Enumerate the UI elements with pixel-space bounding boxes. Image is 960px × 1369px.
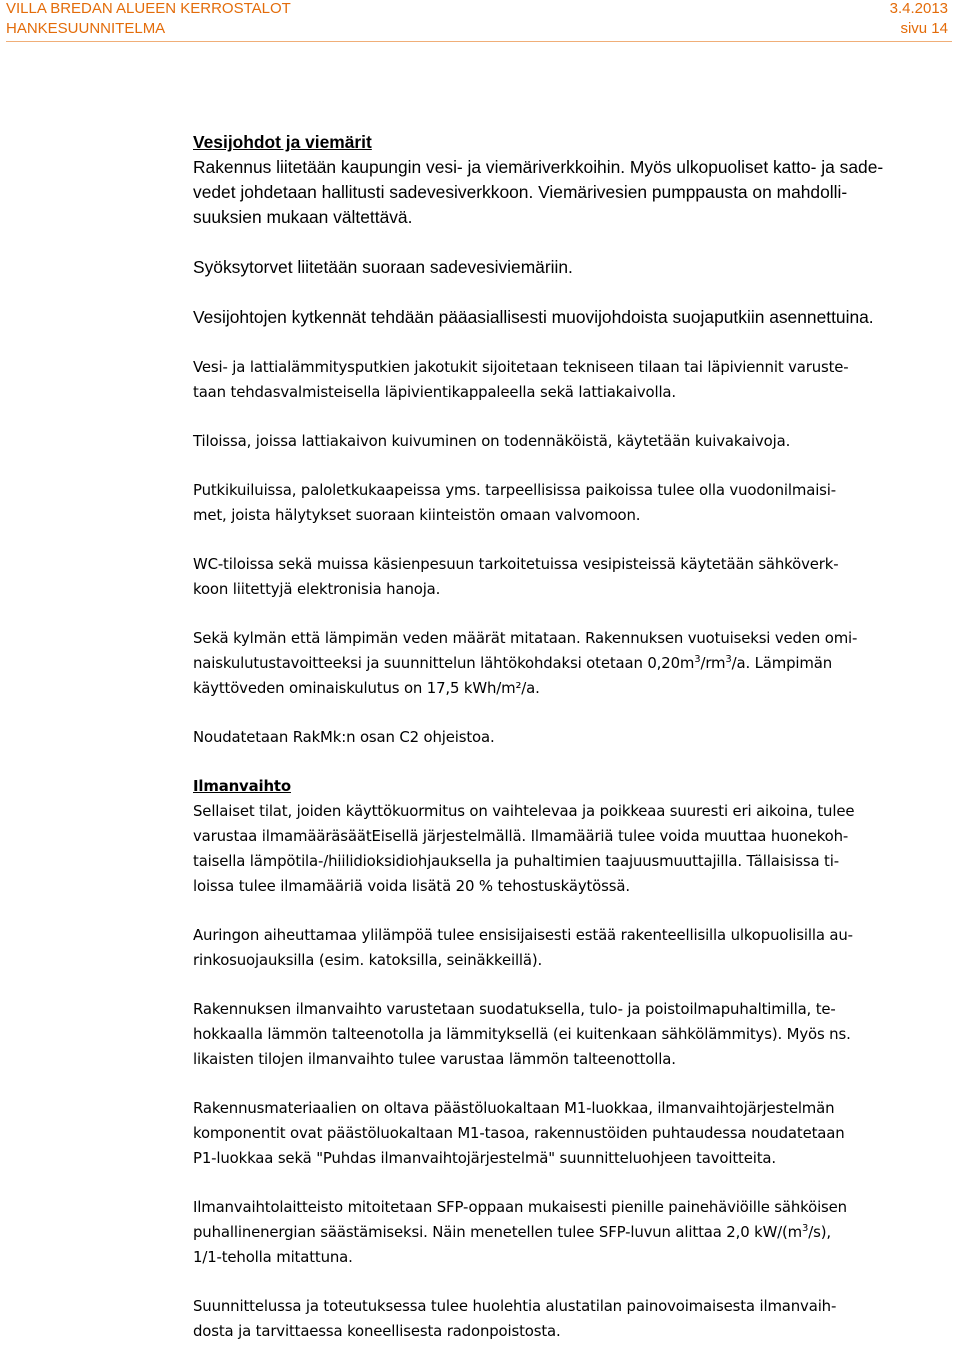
header-divider [6,41,952,42]
text-line: Putkikuiluissa, paloletkukaapeissa yms. tarpeellisissa paikoissa tulee olla vuodonilmaisi- [193,481,837,499]
paragraph [193,1096,955,1171]
text-segment: puhallinenergian säästämiseksi. Näin menetellen tulee SFP-luvun alittaa 2,0 kW/(m [193,1223,803,1241]
text-line: komponentit ovat päästöluokaltaan M1-tasoa, rakennustöiden puhtaudessa noudatetaan [193,1124,845,1142]
paragraph [193,774,955,899]
text-line: käyttöveden ominaiskulutus on 17,5 kWh/m²/a. [193,679,540,697]
section-vesijohdot-continued [193,355,955,1344]
text-line: varustaa ilmamääräsäätEisellä järjestelmällä. Ilmamääriä tulee voida muuttaa huonekoh- [193,827,849,845]
paragraph [193,923,955,973]
superscript: 3 [694,654,701,665]
paragraph [193,355,955,405]
paragraph [193,305,955,330]
paragraph [193,626,955,701]
text-line: WC-tiloissa sekä muissa käsienpesuun tarkoitetuissa vesipisteissä käytetään sähköverk- [193,555,839,573]
text-line: 1/1-teholla mitattuna. [193,1248,353,1266]
text-line: hokkaalla lämmön talteenotolla ja lämmityksellä (ei kuitenkaan sähkölämmitys). Myös ns. [193,1025,851,1043]
text-line: Sekä kylmän että lämpimän veden määrät mitataan. Rakennuksen vuotuiseksi veden omi- [193,629,858,647]
text-line: vedet johdetaan hallitusti sadevesiverkkoon. Viemärivesien pumppausta on mahdolli- [193,182,848,202]
text-segment: /s), [808,1223,831,1241]
text-line: taan tehdasvalmisteisella läpivientikappaleella sekä lattiakaivolla. [193,383,676,401]
paragraph [193,725,955,750]
text-line: Auringon aiheuttamaa ylilämpöä tulee ensisijaisesti estää rakenteellisilla ulkopuolisilla au- [193,926,853,944]
text-line: P1-luokkaa sekä "Puhdas ilmanvaihtojärjestelmä" suunnitteluohjeen tavoitteita. [193,1149,776,1167]
superscript: 3 [725,654,732,665]
text-line: Ilmanvaihtolaitteisto mitoitetaan SFP-oppaan mukaisesti pienille painehäviöille sähköisen [193,1198,847,1216]
text-segment: naiskulutustavoitteeksi ja suunnittelun lähtökohdaksi otetaan 0,20m [193,654,695,672]
header-subtitle: HANKESUUNNITELMA [6,20,166,37]
paragraph [193,429,955,454]
text-line: Noudatetaan RakMk:n osan C2 ohjeistoa. [193,728,495,746]
text-line: suuksien mukaan vältettävä. [193,207,413,227]
text-line: Suunnittelussa ja toteutuksessa tulee huolehtia alustatilan painovoimaisesta ilmanvaih- [193,1297,837,1315]
text-line: loissa tulee ilmamääriä voida lisätä 20 % tehostuskäytössä. [193,877,630,895]
section-heading: Ilmanvaihto [193,777,291,795]
paragraph [193,255,955,280]
header-title: VILLA BREDAN ALUEEN KERROSTALOT [6,0,291,17]
text-line: taisella lämpötila-/hiilidioksidiohjauksella ja puhaltimien taajuusmuuttajilla. Tällaisissa ti- [193,852,839,870]
text-segment: /a. Lämpimän [731,654,833,672]
paragraph [193,130,955,230]
paragraph [193,1195,955,1270]
text-line: Rakennusmateriaalien on oltava päästöluokaltaan M1-luokkaa, ilmanvaihtojärjestelmän [193,1099,835,1117]
text-line: dosta ja tarvittaessa koneellisesta radonpoistosta. [193,1322,561,1340]
text-line: Vesi- ja lattialämmitysputkien jakotukit sijoitetaan tekniseen tilaan tai läpiviennit varuste- [193,358,849,376]
section-heading: Vesijohdot ja viemärit [193,132,372,152]
text-line: likaisten tilojen ilmanvaihto tulee varustaa lämmön talteenottolla. [193,1050,676,1068]
text-line: Sellaiset tilat, joiden käyttökuormitus on vaihtelevaa ja poikkeaa suuresti eri aikoina, tulee [193,802,855,820]
section-vesijohdot [193,130,955,330]
header-date: 3.4.2013 [889,0,948,17]
text-line: Rakennuksen ilmanvaihto varustetaan suodatuksella, tulo- ja poistoilmapuhaltimilla, te- [193,1000,836,1018]
text-segment: /rm [700,654,726,672]
text-line: Rakennus liitetään kaupungin vesi- ja viemäriverkkoihin. Myös ulkopuoliset katto- ja sade- [193,157,884,177]
text-line [193,651,955,676]
text-line: rinkosuojauksilla (esim. katoksilla, seinäkkeillä). [193,951,543,969]
text-line [193,1220,955,1245]
text-line: koon liitettyjä elektronisia hanoja. [193,580,441,598]
text-line: Tiloissa, joissa lattiakaivon kuivuminen on todennäköistä, käytetään kuivakaivoja. [193,432,791,450]
document-body [193,130,955,1368]
paragraph [193,478,955,528]
paragraph [193,997,955,1072]
text-line: Syöksytorvet liitetään suoraan sadevesiviemäriin. [193,257,573,277]
paragraph [193,1294,955,1344]
text-line: met, joista hälytykset suoraan kiinteistön omaan valvomoon. [193,506,641,524]
superscript: 3 [802,1223,809,1234]
text-line: Vesijohtojen kytkennät tehdään pääasiallisesti muovijohdoista suojaputkiin asennettuina. [193,307,874,327]
paragraph [193,552,955,602]
header-page-number: sivu 14 [900,20,948,37]
